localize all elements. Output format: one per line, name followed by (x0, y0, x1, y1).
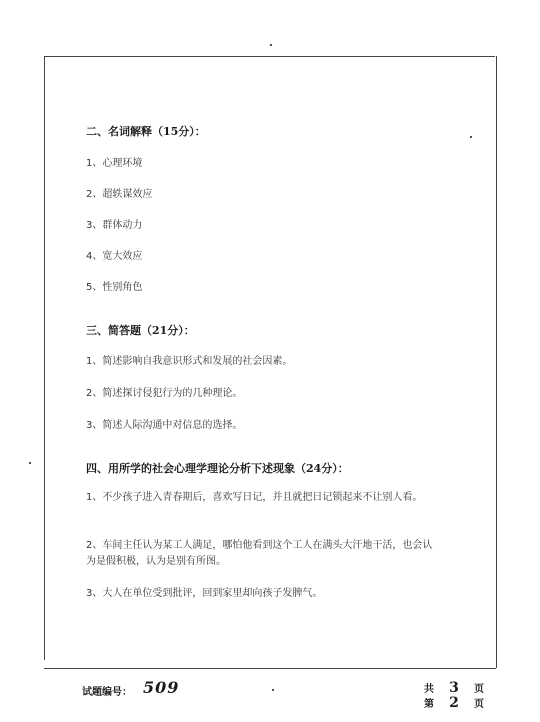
scan-speck (270, 44, 272, 46)
page-count (424, 680, 484, 710)
current-page-suffix: 页 (474, 699, 484, 710)
page-frame-top (45, 56, 495, 57)
page-frame-left (44, 56, 45, 660)
short-answer-item: 2、简述探讨侵犯行为的几种理论。 (86, 388, 243, 399)
short-answer-item: 1、简述影响自我意识形式和发展的社会因素。 (86, 356, 293, 367)
current-page-prefix: 第 (424, 699, 434, 710)
section-3-title: 三、简答题（21分）： (86, 324, 195, 337)
current-page-row (424, 695, 484, 710)
total-pages-suffix: 页 (474, 684, 484, 695)
definition-item: 4、宽大效应 (86, 251, 143, 262)
definition-item: 3、群体动力 (86, 220, 143, 231)
total-pages-row (424, 680, 484, 695)
page-frame-right (496, 56, 497, 668)
total-pages-value: 3 (449, 679, 459, 696)
definition-item: 1、心理环境 (86, 158, 143, 169)
definition-item: 5、性别角色 (86, 282, 143, 293)
analysis-item: 2、车间主任认为某工人满足，哪怕他看到这个工人在满头大汗地干活，也会认为是假积极，认为是别有所图。 (86, 540, 433, 567)
scan-speck (272, 689, 274, 691)
total-pages-prefix: 共 (424, 684, 434, 695)
exam-code-value: 509 (143, 678, 180, 697)
section-4-title: 四、用所学的社会心理学理论分析下述现象（24分）： (86, 462, 349, 475)
definition-item: 2、超轶谋效应 (86, 189, 153, 200)
short-answer-item: 3、简述人际沟通中对信息的选择。 (86, 420, 243, 431)
analysis-item: 3、大人在单位受到批评，回到家里却向孩子发脾气。 (86, 588, 323, 599)
scan-speck (29, 462, 31, 464)
analysis-item: 1、不少孩子进入青春期后，喜欢写日记，并且就把日记锁起来不让别人看。 (86, 492, 423, 503)
scan-speck (470, 136, 472, 138)
exam-code-label: 试题编号： (82, 687, 132, 698)
page-frame-bottom (44, 668, 496, 669)
section-2-title: 二、名词解释（15分）： (86, 125, 206, 138)
current-page-value: 2 (449, 694, 459, 711)
